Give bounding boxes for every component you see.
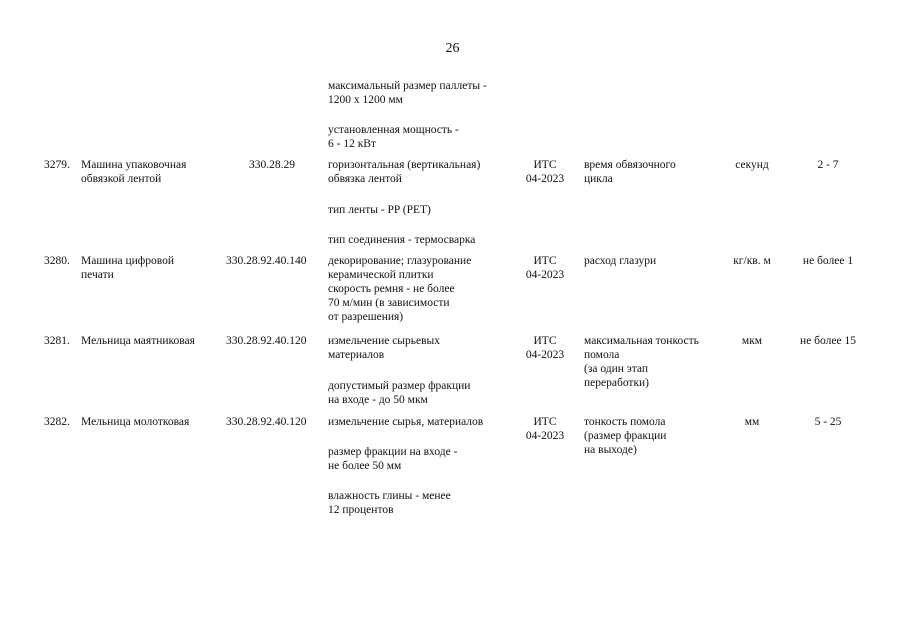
row-number: 3280. bbox=[44, 255, 70, 267]
row-characteristic: измельчение сырья, материалов bbox=[328, 416, 484, 428]
row-value: не более 15 bbox=[800, 335, 856, 347]
row-number: 3281. bbox=[44, 335, 70, 347]
row-code: 330.28.92.40.120 bbox=[226, 335, 307, 347]
row-characteristic: размер фракции на входе - не более 50 мм bbox=[328, 446, 458, 472]
row-parameter: время обвязочного цикла bbox=[584, 159, 676, 185]
row-name: Мельница молотковая bbox=[81, 416, 190, 428]
row-code: 330.28.92.40.120 bbox=[226, 416, 307, 428]
row-number: 3282. bbox=[44, 416, 70, 428]
row-value: 5 - 25 bbox=[814, 416, 842, 428]
row-standard: ИТС 04-2023 bbox=[525, 335, 565, 361]
row-unit: секунд bbox=[735, 159, 769, 171]
continuation-text-2: установленная мощность - 6 - 12 кВт bbox=[328, 124, 459, 150]
row-standard: ИТС 04-2023 bbox=[525, 159, 565, 185]
row-characteristic: горизонтальная (вертикальная) обвязка лентой bbox=[328, 159, 481, 185]
row-name: Машина цифровой печати bbox=[81, 255, 174, 281]
row-name: Машина упаковочная обвязкой лентой bbox=[81, 159, 187, 185]
row-unit: мм bbox=[744, 416, 760, 428]
row-standard: ИТС 04-2023 bbox=[525, 416, 565, 442]
row-unit: кг/кв. м bbox=[733, 255, 771, 267]
row-unit: мкм bbox=[741, 335, 763, 347]
row-characteristic: влажность глины - менее 12 процентов bbox=[328, 490, 451, 516]
row-characteristic: декорирование; глазурование керамической плитки скорость ремня - не более 70 м/мин (в зависимости от разрешения) bbox=[328, 255, 472, 323]
row-parameter: тонкость помола (размер фракции на выходе) bbox=[584, 416, 667, 456]
row-value: не более 1 bbox=[802, 255, 854, 267]
row-value: 2 - 7 bbox=[817, 159, 839, 171]
continuation-text-1: максимальный размер паллеты - 1200 х 1200 мм bbox=[328, 80, 487, 106]
row-code: 330.28.29 bbox=[249, 159, 295, 171]
row-characteristic: допустимый размер фракции на входе - до 50 мкм bbox=[328, 380, 471, 406]
row-parameter: расход глазури bbox=[584, 255, 657, 267]
page-number: 26 bbox=[445, 41, 460, 56]
row-characteristic: тип ленты - PP (PET) bbox=[328, 204, 431, 216]
row-characteristic: измельчение сырьевых материалов bbox=[328, 335, 441, 361]
row-code: 330.28.92.40.140 bbox=[226, 255, 307, 267]
row-parameter: максимальная тонкость помола (за один этап переработки) bbox=[584, 335, 699, 389]
row-characteristic: тип соединения - термосварка bbox=[328, 234, 476, 246]
row-number: 3279. bbox=[44, 159, 70, 171]
row-standard: ИТС 04-2023 bbox=[525, 255, 565, 281]
row-name: Мельница маятниковая bbox=[81, 335, 195, 347]
